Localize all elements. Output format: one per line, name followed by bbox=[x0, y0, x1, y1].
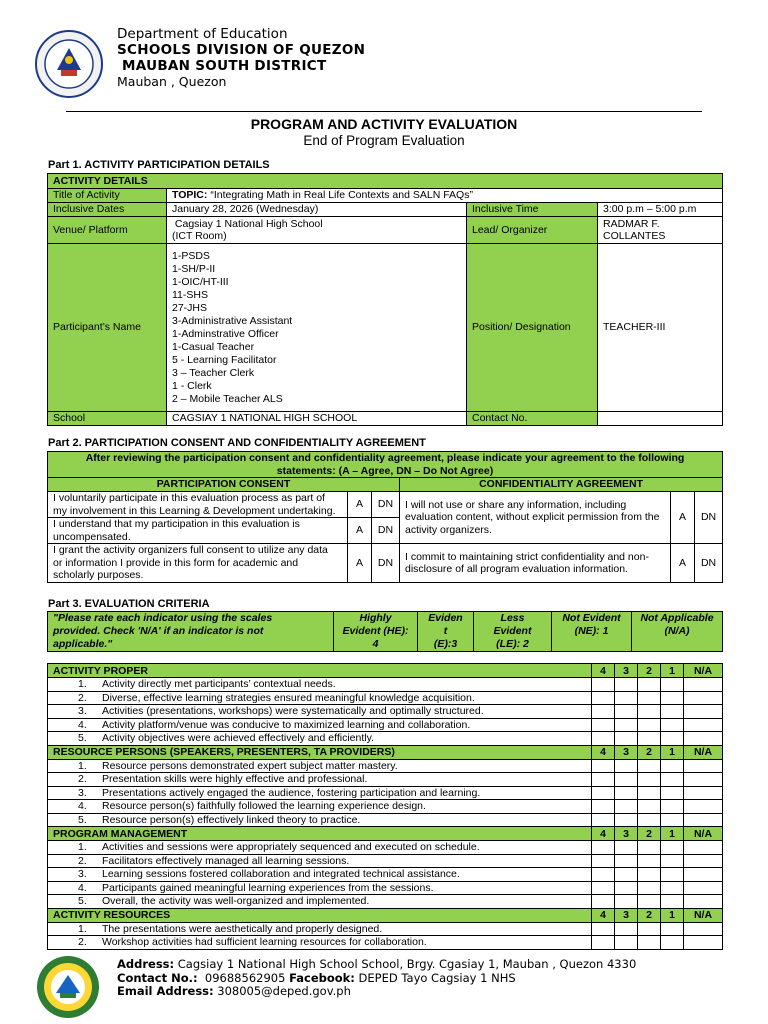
consent-table bbox=[47, 451, 723, 583]
page-title: PROGRAM AND ACTIVITY EVALUATION bbox=[250, 116, 518, 132]
footer bbox=[36, 955, 736, 1005]
rating-cell[interactable] bbox=[684, 813, 723, 827]
footer-email: Email Address: 308005@deped.gov.ph bbox=[117, 984, 351, 998]
criteria-item: 4. Activity platform/venue was conducive to maximized learning and collaboration. bbox=[48, 718, 592, 732]
location: Mauban , Quezon bbox=[117, 74, 227, 89]
agree-option[interactable]: A bbox=[348, 518, 372, 544]
rating-column-header: 4 bbox=[592, 664, 615, 678]
rating-cell[interactable] bbox=[684, 786, 723, 800]
criteria-item: 3. Learning sessions fostered collaboration and integrated technical assistance. bbox=[48, 868, 592, 882]
section-title: PROGRAM MANAGEMENT bbox=[48, 827, 592, 841]
agree-option[interactable]: A bbox=[671, 544, 695, 583]
criteria-item: 4. Participants gained meaningful learning experiences from the sessions. bbox=[48, 881, 592, 895]
school-seal-icon bbox=[36, 955, 100, 1019]
rating-column-header: 1 bbox=[661, 745, 684, 759]
rating-cell[interactable] bbox=[638, 895, 661, 909]
rating-column-header: N/A bbox=[684, 827, 723, 841]
rating-column-header: N/A bbox=[684, 745, 723, 759]
section-title: ACTIVITY RESOURCES bbox=[48, 908, 592, 922]
position-label: Position/ Designation bbox=[467, 244, 598, 412]
district-name: MAUBAN SOUTH DISTRICT bbox=[117, 58, 327, 74]
criteria-row bbox=[48, 936, 723, 950]
criteria-row bbox=[48, 922, 723, 936]
rating-column-header: 2 bbox=[638, 664, 661, 678]
rating-column-header: 2 bbox=[638, 908, 661, 922]
rating-column-header: 4 bbox=[592, 908, 615, 922]
rating-cell[interactable] bbox=[684, 800, 723, 814]
rating-cell[interactable] bbox=[684, 691, 723, 705]
rating-column-header: 3 bbox=[615, 664, 638, 678]
rating-cell[interactable] bbox=[592, 759, 615, 773]
rating-column-header: 1 bbox=[661, 908, 684, 922]
rating-cell[interactable] bbox=[615, 841, 638, 855]
criteria-row bbox=[48, 773, 723, 787]
disagree-option[interactable]: DN bbox=[372, 544, 400, 583]
rating-cell[interactable] bbox=[615, 881, 638, 895]
criteria-item: 1. Activities and sessions were appropriately sequenced and executed on schedule. bbox=[48, 841, 592, 855]
title-value: TOPIC: “Integrating Math in Real Life Contexts and SALN FAQs” bbox=[167, 189, 723, 203]
rating-cell[interactable] bbox=[638, 813, 661, 827]
rating-cell[interactable] bbox=[661, 759, 684, 773]
rating-cell[interactable] bbox=[661, 813, 684, 827]
rating-cell[interactable] bbox=[638, 678, 661, 692]
criteria-item: 1. The presentations were aesthetically and properly designed. bbox=[48, 922, 592, 936]
deped-seal-icon bbox=[35, 30, 103, 98]
criteria-row bbox=[48, 854, 723, 868]
rating-cell[interactable] bbox=[615, 718, 638, 732]
school-value: CAGSIAY 1 NATIONAL HIGH SCHOOL bbox=[167, 412, 467, 426]
letterhead bbox=[35, 26, 735, 98]
rating-cell[interactable] bbox=[684, 705, 723, 719]
rating-cell[interactable] bbox=[684, 841, 723, 855]
rating-cell[interactable] bbox=[661, 800, 684, 814]
rating-cell[interactable] bbox=[615, 936, 638, 950]
rating-cell[interactable] bbox=[615, 922, 638, 936]
rating-cell[interactable] bbox=[684, 868, 723, 882]
dates-label: Inclusive Dates bbox=[48, 203, 167, 217]
criteria-row bbox=[48, 895, 723, 909]
rating-cell[interactable] bbox=[661, 691, 684, 705]
rating-cell[interactable] bbox=[661, 732, 684, 746]
criteria-row bbox=[48, 691, 723, 705]
rating-cell[interactable] bbox=[638, 786, 661, 800]
rating-cell[interactable] bbox=[684, 773, 723, 787]
rating-cell[interactable] bbox=[638, 881, 661, 895]
rating-cell[interactable] bbox=[592, 813, 615, 827]
rating-column-header: 4 bbox=[592, 745, 615, 759]
part3-heading: Part 3. EVALUATION CRITERIA bbox=[48, 598, 210, 610]
venue-value: Cagsiay 1 National High School (ICT Room) bbox=[167, 217, 467, 244]
confidentiality-item: I will not use or share any information, including evaluation content, without explicit permission from the activity organizers. bbox=[400, 492, 671, 544]
rating-cell[interactable] bbox=[684, 922, 723, 936]
rating-cell[interactable] bbox=[638, 732, 661, 746]
rating-cell[interactable] bbox=[592, 881, 615, 895]
confidentiality-header: CONFIDENTIALITY AGREEMENT bbox=[400, 478, 723, 492]
rating-cell[interactable] bbox=[638, 800, 661, 814]
rating-cell[interactable] bbox=[592, 732, 615, 746]
criteria-row bbox=[48, 759, 723, 773]
contact-label: Contact No. bbox=[467, 412, 598, 426]
rating-cell[interactable] bbox=[661, 895, 684, 909]
rating-cell[interactable] bbox=[615, 691, 638, 705]
rating-cell[interactable] bbox=[638, 868, 661, 882]
criteria-item: 2. Workshop activities had sufficient learning resources for collaboration. bbox=[48, 936, 592, 950]
rating-cell[interactable] bbox=[661, 868, 684, 882]
rating-column-header: 2 bbox=[638, 827, 661, 841]
rating-cell[interactable] bbox=[661, 678, 684, 692]
scale-na: Not Applicable (N/A) bbox=[632, 612, 723, 652]
rating-cell[interactable] bbox=[661, 922, 684, 936]
criteria-item: 3. Activities (presentations, workshops) were systematically and optimally structured. bbox=[48, 705, 592, 719]
rating-column-header: 3 bbox=[615, 827, 638, 841]
rating-cell[interactable] bbox=[684, 718, 723, 732]
position-value: TEACHER-III bbox=[598, 244, 723, 412]
consent-header: PARTICIPATION CONSENT bbox=[48, 478, 400, 492]
evaluation-criteria-table bbox=[47, 663, 723, 950]
rating-scale-table bbox=[47, 611, 723, 652]
activity-details-table bbox=[47, 173, 723, 426]
agree-option[interactable]: A bbox=[671, 492, 695, 544]
criteria-item: 3. Presentations actively engaged the audience, fostering participation and learning. bbox=[48, 786, 592, 800]
disagree-option[interactable]: DN bbox=[372, 492, 400, 518]
rating-cell[interactable] bbox=[615, 868, 638, 882]
criteria-item: 4. Resource person(s) faithfully followed the learning experience design. bbox=[48, 800, 592, 814]
criteria-row bbox=[48, 881, 723, 895]
rating-cell[interactable] bbox=[684, 678, 723, 692]
part2-heading: Part 2. PARTICIPATION CONSENT AND CONFIDENTIALITY AGREEMENT bbox=[48, 437, 426, 449]
time-value: 3:00 p.m – 5:00 p.m bbox=[598, 203, 723, 217]
criteria-row bbox=[48, 813, 723, 827]
rating-cell[interactable] bbox=[638, 854, 661, 868]
criteria-item: 1. Activity directly met participants’ contextual needs. bbox=[48, 678, 592, 692]
disagree-option[interactable]: DN bbox=[695, 544, 723, 583]
rating-cell[interactable] bbox=[592, 786, 615, 800]
rating-cell[interactable] bbox=[661, 881, 684, 895]
criteria-item: 2. Diverse, effective learning strategies ensured meaningful knowledge acquisition. bbox=[48, 691, 592, 705]
rating-cell[interactable] bbox=[615, 732, 638, 746]
agree-option[interactable]: A bbox=[348, 544, 372, 583]
rating-cell[interactable] bbox=[615, 786, 638, 800]
scale-he: Highly Evident (HE): 4 bbox=[334, 612, 418, 652]
activity-details-header: ACTIVITY DETAILS bbox=[48, 174, 723, 189]
criteria-row bbox=[48, 786, 723, 800]
scale-le: Less Evident (LE): 2 bbox=[474, 612, 552, 652]
criteria-section-header bbox=[48, 745, 723, 759]
rating-cell[interactable] bbox=[684, 732, 723, 746]
rating-cell[interactable] bbox=[592, 868, 615, 882]
rating-cell[interactable] bbox=[592, 854, 615, 868]
participant-label: Participant’s Name bbox=[48, 244, 167, 412]
rating-instruction: "Please rate each indicator using the scales provided. Check 'N/A' if an indicator is not applicable." bbox=[48, 612, 334, 652]
rating-cell[interactable] bbox=[638, 759, 661, 773]
footer-contact: Contact No.: 09688562905 Facebook: DEPED Tayo Cagsiay 1 NHS bbox=[117, 970, 516, 985]
rating-cell[interactable] bbox=[638, 936, 661, 950]
rating-cell[interactable] bbox=[684, 936, 723, 950]
rating-cell[interactable] bbox=[592, 691, 615, 705]
criteria-item: 5. Activity objectives were achieved effectively and efficiently. bbox=[48, 732, 592, 746]
rating-cell[interactable] bbox=[638, 718, 661, 732]
rating-cell[interactable] bbox=[638, 773, 661, 787]
rating-cell[interactable] bbox=[684, 881, 723, 895]
rating-cell[interactable] bbox=[592, 841, 615, 855]
rating-cell[interactable] bbox=[592, 718, 615, 732]
criteria-row bbox=[48, 678, 723, 692]
consent-item: I understand that my participation in this evaluation is uncompensated. bbox=[48, 518, 348, 544]
rating-cell[interactable] bbox=[615, 773, 638, 787]
rating-cell[interactable] bbox=[615, 678, 638, 692]
criteria-item: 2. Facilitators effectively managed all learning sessions. bbox=[48, 854, 592, 868]
rating-column-header: N/A bbox=[684, 908, 723, 922]
title-label: Title of Activity bbox=[48, 189, 167, 203]
criteria-section-header bbox=[48, 908, 723, 922]
scale-e: Eviden t (E):3 bbox=[418, 612, 474, 652]
rating-cell[interactable] bbox=[661, 773, 684, 787]
rating-cell[interactable] bbox=[684, 854, 723, 868]
rating-cell[interactable] bbox=[638, 691, 661, 705]
division-name: SCHOOLS DIVISION OF QUEZON bbox=[117, 42, 366, 58]
rating-column-header: 3 bbox=[615, 908, 638, 922]
criteria-item: 5. Overall, the activity was well-organized and implemented. bbox=[48, 895, 592, 909]
criteria-row bbox=[48, 800, 723, 814]
rating-cell[interactable] bbox=[615, 759, 638, 773]
rating-cell[interactable] bbox=[592, 922, 615, 936]
rating-cell[interactable] bbox=[592, 895, 615, 909]
rating-cell[interactable] bbox=[615, 800, 638, 814]
rating-cell[interactable] bbox=[661, 718, 684, 732]
school-label: School bbox=[48, 412, 167, 426]
rating-cell[interactable] bbox=[661, 786, 684, 800]
criteria-row bbox=[48, 718, 723, 732]
consent-item: I grant the activity organizers full consent to utilize any data or information I provide in this form for academic and scholarly purposes. bbox=[48, 544, 348, 583]
rating-column-header: 1 bbox=[661, 664, 684, 678]
rating-cell[interactable] bbox=[684, 759, 723, 773]
scale-ne: Not Evident (NE): 1 bbox=[552, 612, 632, 652]
lead-value: RADMAR F. COLLANTES bbox=[598, 217, 723, 244]
rating-cell[interactable] bbox=[638, 841, 661, 855]
rating-cell[interactable] bbox=[661, 854, 684, 868]
criteria-row bbox=[48, 868, 723, 882]
contact-value[interactable] bbox=[598, 412, 723, 426]
criteria-item: 5. Resource person(s) effectively linked theory to practice. bbox=[48, 813, 592, 827]
consent-instruction: After reviewing the participation consent and confidentiality agreement, please indicate your agreement to the following statements: (A – Agree, DN – Do Not Agree) bbox=[48, 452, 723, 478]
rating-column-header: 1 bbox=[661, 827, 684, 841]
footer-address: Address: Cagsiay 1 National High School School, Brgy. Cgasiay 1, Mauban , Quezon 4330 bbox=[117, 957, 637, 971]
criteria-item: 2. Presentation skills were highly effective and professional. bbox=[48, 773, 592, 787]
dates-value: January 28, 2026 (Wednesday) bbox=[167, 203, 467, 217]
section-title: ACTIVITY PROPER bbox=[48, 664, 592, 678]
rating-cell[interactable] bbox=[615, 854, 638, 868]
criteria-item: 1. Resource persons demonstrated expert subject matter mastery. bbox=[48, 759, 592, 773]
criteria-row bbox=[48, 732, 723, 746]
criteria-section-header bbox=[48, 827, 723, 841]
rating-column-header: 4 bbox=[592, 827, 615, 841]
header-divider bbox=[66, 111, 702, 112]
part1-heading: Part 1. ACTIVITY PARTICIPATION DETAILS bbox=[48, 159, 270, 171]
confidentiality-item: I commit to maintaining strict confidentiality and non- disclosure of all program evaluation information. bbox=[400, 544, 671, 583]
rating-cell[interactable] bbox=[684, 895, 723, 909]
rating-cell[interactable] bbox=[592, 678, 615, 692]
venue-label: Venue/ Platform bbox=[48, 217, 167, 244]
rating-column-header: N/A bbox=[684, 664, 723, 678]
rating-cell[interactable] bbox=[592, 800, 615, 814]
rating-cell[interactable] bbox=[661, 841, 684, 855]
consent-item: I voluntarily participate in this evaluation process as part of my involvement in this Learning & Development undertaking. bbox=[48, 492, 348, 518]
rating-cell[interactable] bbox=[592, 773, 615, 787]
rating-cell[interactable] bbox=[592, 705, 615, 719]
rating-cell[interactable] bbox=[661, 705, 684, 719]
disagree-option[interactable]: DN bbox=[372, 518, 400, 544]
rating-column-header: 2 bbox=[638, 745, 661, 759]
rating-cell[interactable] bbox=[661, 936, 684, 950]
dept-name: Department of Education bbox=[117, 26, 288, 42]
rating-cell[interactable] bbox=[592, 936, 615, 950]
participant-list: 1-PSDS 1-SH/P-II 1-OIC/HT-III 11-SHS 27-JHS 3-Administrative Assistant 1-Adminstrative Officer 1-Casual Teacher 5 - Learning Facilitator 3 – Teacher Clerk 1 - Clerk 2 – Mobile Teacher ALS bbox=[167, 244, 467, 412]
criteria-row bbox=[48, 705, 723, 719]
rating-column-header: 3 bbox=[615, 745, 638, 759]
rating-cell[interactable] bbox=[615, 705, 638, 719]
agree-option[interactable]: A bbox=[348, 492, 372, 518]
criteria-section-header bbox=[48, 664, 723, 678]
page-subtitle: End of Program Evaluation bbox=[303, 133, 465, 148]
rating-cell[interactable] bbox=[638, 922, 661, 936]
section-title: RESOURCE PERSONS (SPEAKERS, PRESENTERS, TA PROVIDERS) bbox=[48, 745, 592, 759]
time-label: Inclusive Time bbox=[467, 203, 598, 217]
rating-cell[interactable] bbox=[638, 705, 661, 719]
disagree-option[interactable]: DN bbox=[695, 492, 723, 544]
criteria-row bbox=[48, 841, 723, 855]
rating-cell[interactable] bbox=[615, 895, 638, 909]
lead-label: Lead/ Organizer bbox=[467, 217, 598, 244]
rating-cell[interactable] bbox=[615, 813, 638, 827]
